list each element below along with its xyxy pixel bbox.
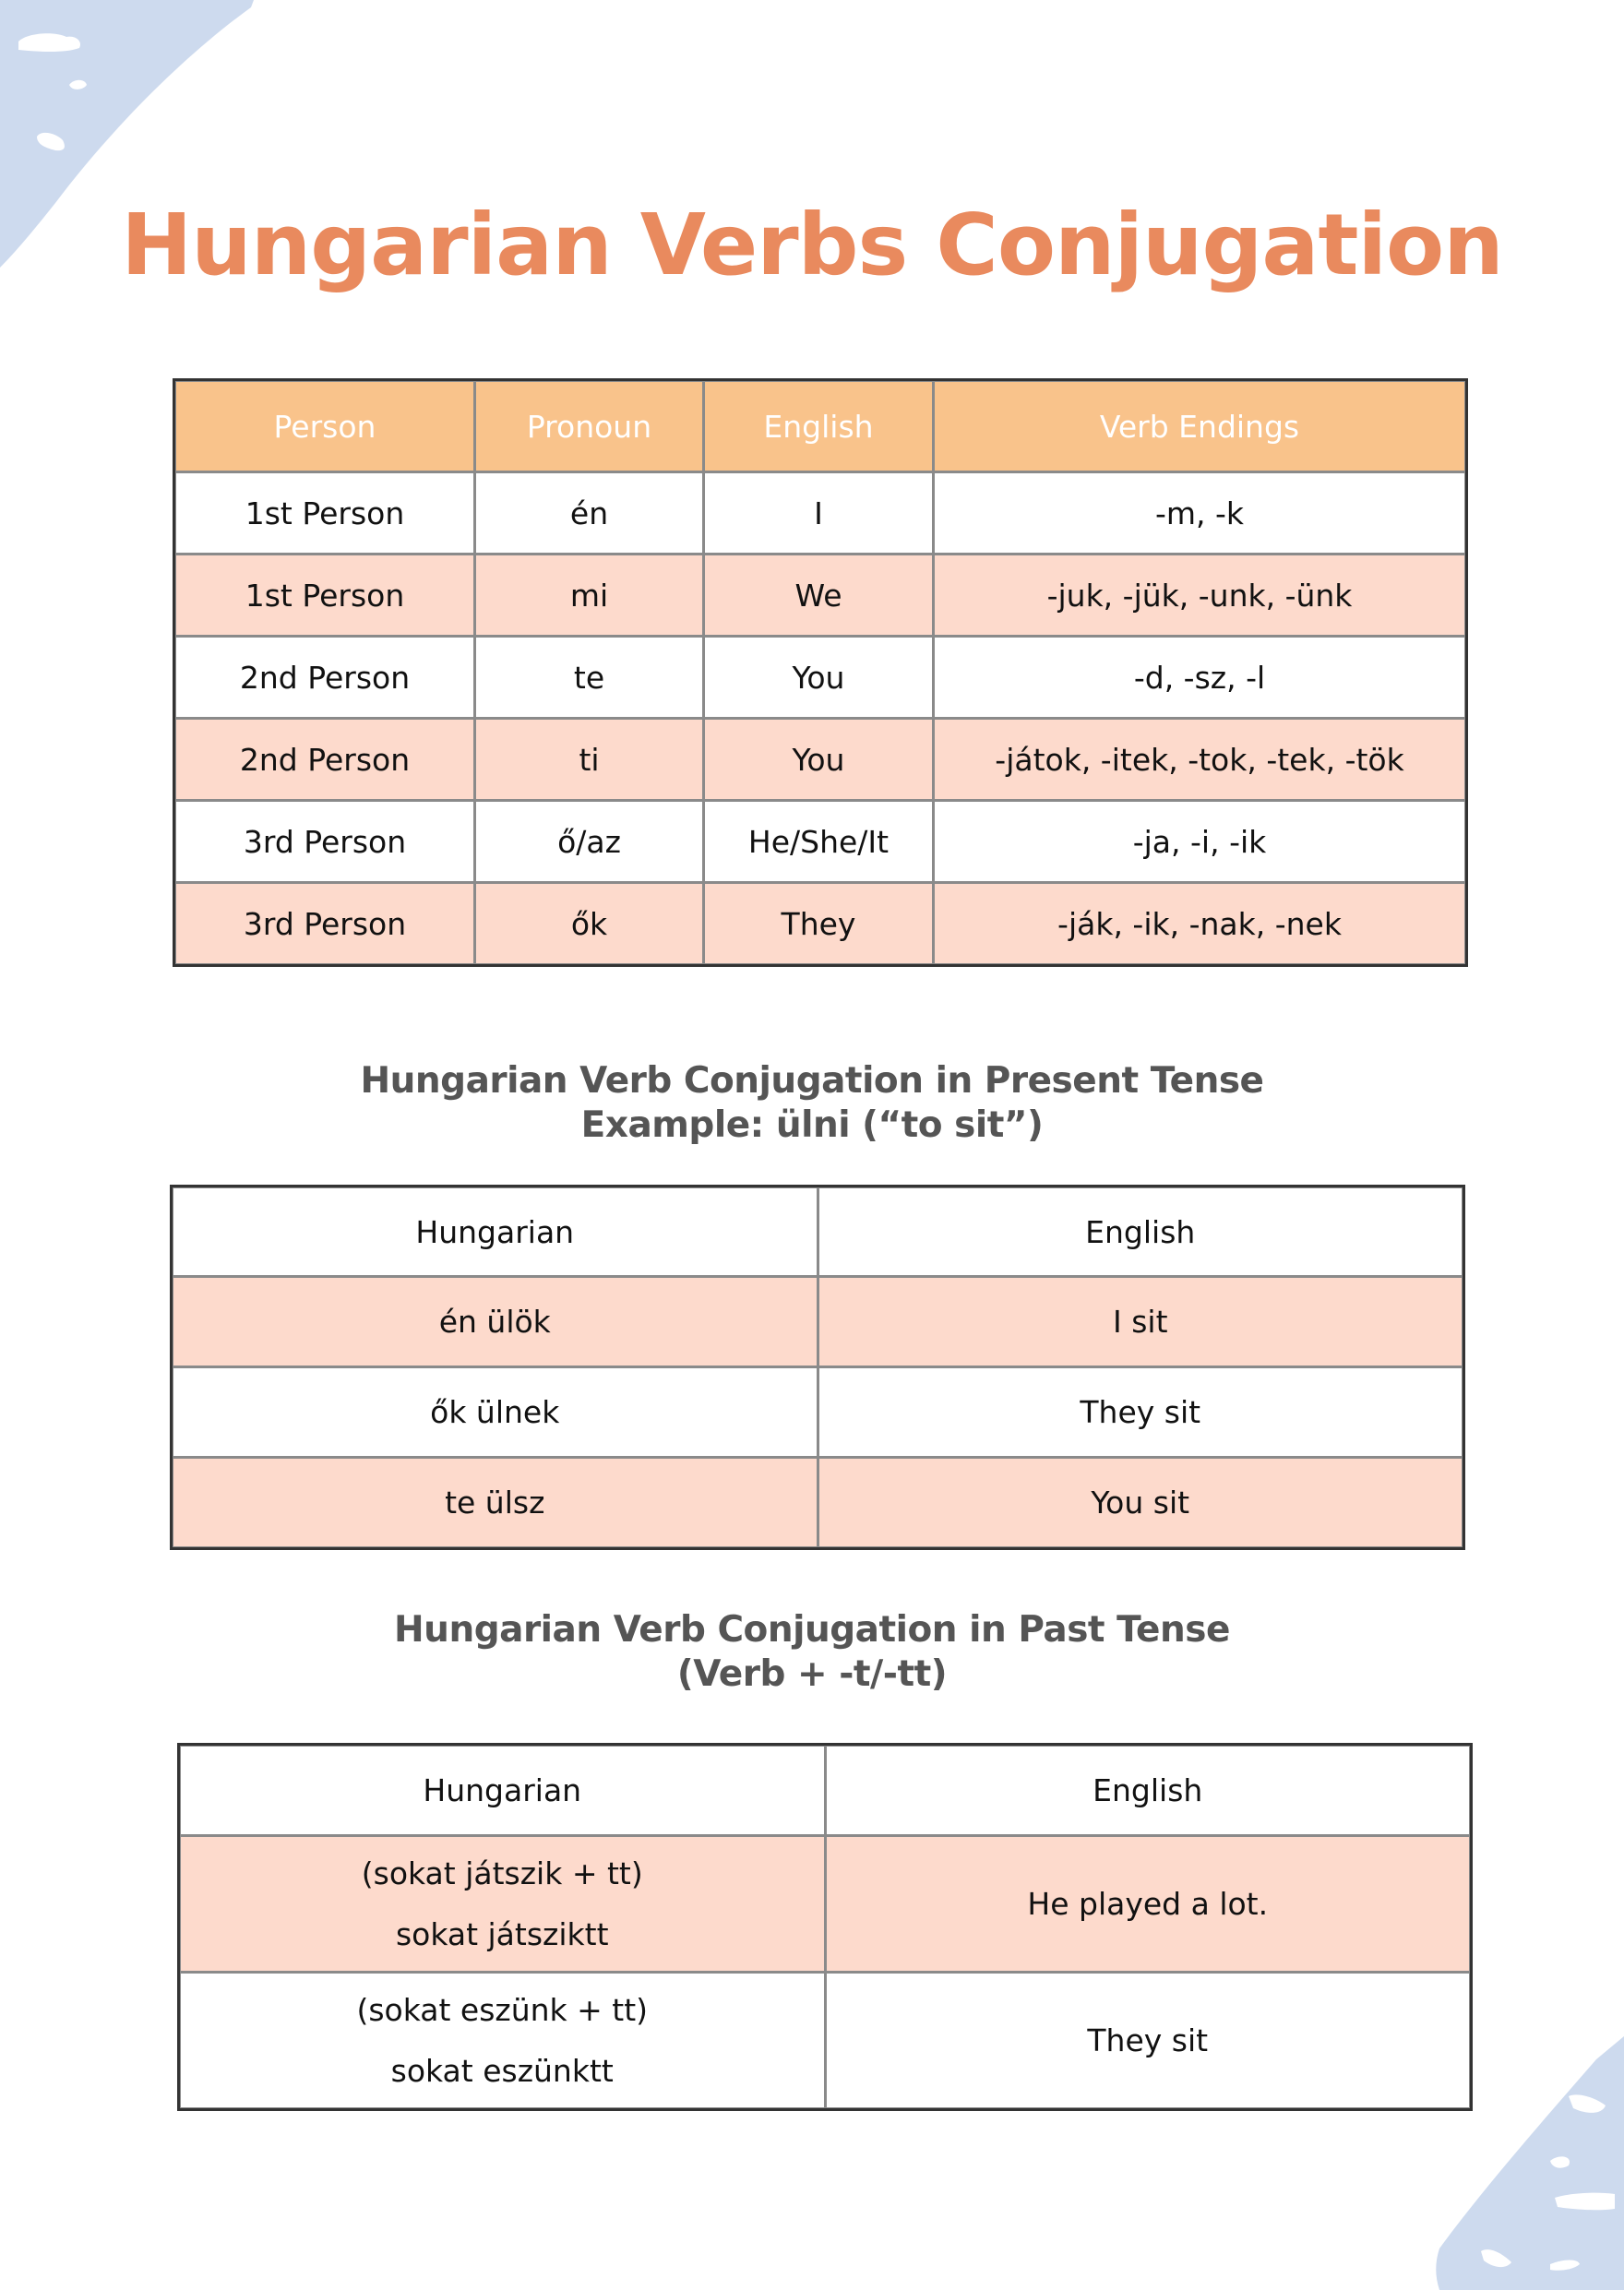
pronoun-cell: te [475,637,704,719]
column-header: English [818,1187,1463,1277]
table-row [173,1367,1463,1458]
person-cell: 3rd Person [175,883,475,965]
english-cell: He/She/It [704,801,934,883]
english-cell: I [704,472,934,555]
person-cell: 3rd Person [175,801,475,883]
verb-endings-table [173,379,1467,966]
column-header: English [825,1746,1471,1836]
table-header-row [173,1187,1463,1277]
english-cell: I sit [818,1277,1463,1367]
column-header: Pronoun [475,381,704,472]
english-cell: You sit [818,1458,1463,1548]
english-cell: You [704,637,934,719]
column-header: English [704,381,934,472]
table-row [175,555,1466,637]
person-cell: 2nd Person [175,637,475,719]
verb-endings-cell: -m, -k [934,472,1466,555]
english-cell: They [704,883,934,965]
past-tense-table [178,1744,1472,2110]
heading-line: Hungarian Verb Conjugation in Present Tense [360,1060,1264,1102]
hungarian-result: sokat játsziktt [395,1915,609,1952]
table-row [180,1836,1471,1973]
person-cell: 1st Person [175,555,475,637]
english-cell: We [704,555,934,637]
hungarian-cell [180,1973,826,2109]
verb-endings-cell: -d, -sz, -l [934,637,1466,719]
person-cell: 2nd Person [175,719,475,801]
column-header: Person [175,381,475,472]
pronoun-cell: ti [475,719,704,801]
column-header: Hungarian [180,1746,826,1836]
english-cell: He played a lot. [825,1836,1471,1973]
table-row [173,1277,1463,1367]
hungarian-cell [180,1836,826,1973]
pronoun-cell: ő/az [475,801,704,883]
english-cell: They sit [825,1973,1471,2109]
person-cell: 1st Person [175,472,475,555]
table-row [175,472,1466,555]
heading-line: (Verb + -t/-tt) [676,1653,948,1695]
table-header-row [180,1746,1471,1836]
hungarian-cell: én ülök [173,1277,818,1367]
present-tense-table [171,1186,1464,1549]
table-row [175,719,1466,801]
column-header: Verb Endings [934,381,1466,472]
hungarian-formula: (sokat játszik + tt) [361,1855,643,1891]
hungarian-cell: te ülsz [173,1458,818,1548]
english-cell: They sit [818,1367,1463,1458]
table-row [180,1973,1471,2109]
heading-line: Hungarian Verb Conjugation in Past Tense [394,1609,1230,1651]
hungarian-formula: (sokat eszünk + tt) [356,1991,649,2028]
hungarian-cell: ők ülnek [173,1367,818,1458]
pronoun-cell: én [475,472,704,555]
pronoun-cell: ők [475,883,704,965]
column-header: Hungarian [173,1187,818,1277]
past-tense-heading [0,1608,1624,1697]
verb-endings-cell: -játok, -itek, -tok, -tek, -tök [934,719,1466,801]
table-row [175,883,1466,965]
page-title: Hungarian Verbs Conjugation [121,196,1503,294]
pronoun-cell: mi [475,555,704,637]
table-row [173,1458,1463,1548]
present-tense-heading [0,1059,1624,1148]
table-row [175,801,1466,883]
table-header-row [175,381,1466,472]
hungarian-result: sokat eszünktt [390,2052,614,2089]
verb-endings-cell: -ja, -i, -ik [934,801,1466,883]
verb-endings-cell: -ják, -ik, -nak, -nek [934,883,1466,965]
english-cell: You [704,719,934,801]
table-row [175,637,1466,719]
heading-line: Example: ülni (“to sit”) [580,1104,1044,1146]
verb-endings-cell: -juk, -jük, -unk, -ünk [934,555,1466,637]
